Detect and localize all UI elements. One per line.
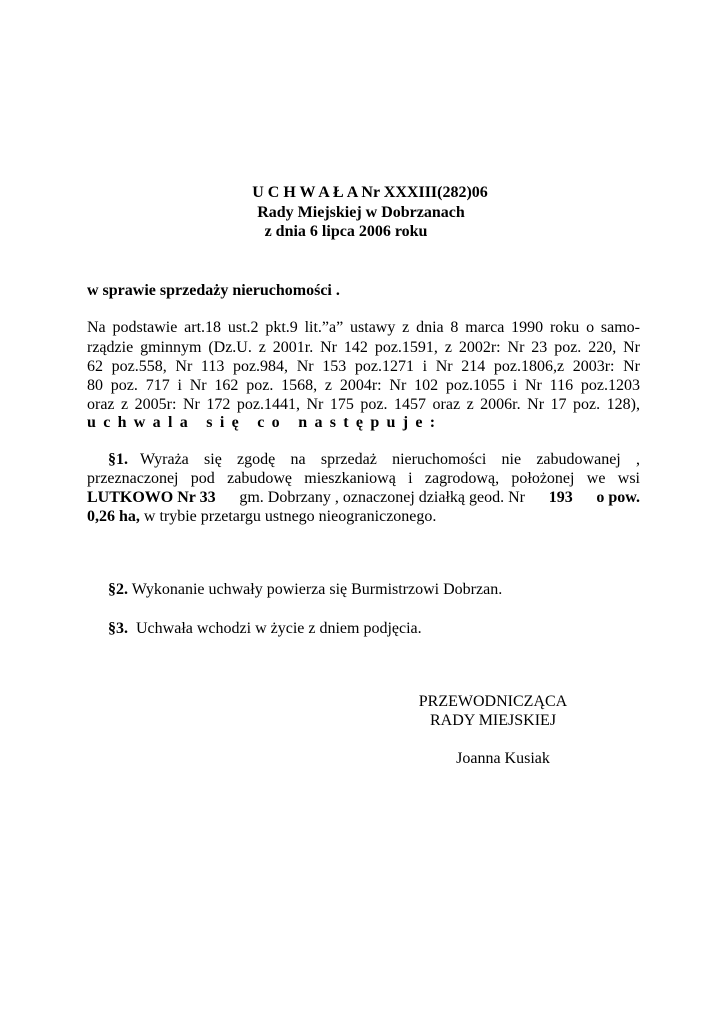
section2 xyxy=(108,580,502,599)
area-label: o pow. xyxy=(596,489,640,506)
section1-line-3 xyxy=(87,488,640,507)
section1-line-1 xyxy=(108,450,640,469)
resolution-date: z dnia 6 lipca 2006 roku xyxy=(264,223,428,240)
preamble-line-3: 62 poz.558, Nr 113 poz.984, Nr 153 poz.1271 i Nr 214 poz.1806,z 2003r: Nr xyxy=(87,358,640,375)
plot-number: 193 xyxy=(548,489,573,506)
council-name: Rady Miejskiej w Dobrzanach xyxy=(257,204,465,221)
village-name: LUTKOWO Nr 33 xyxy=(87,489,216,506)
signature-role-1: PRZEWODNICZĄCA xyxy=(418,693,568,710)
area-value: 0,26 ha, xyxy=(87,508,140,525)
preamble-line-4: 80 poz. 717 i Nr 162 poz. 1568, z 2004r: Nr 102 poz.1055 i Nr 116 poz.1203 xyxy=(87,377,640,394)
section1-text-2: przeznaczonej pod zabudowę mieszkaniową i zagrodową, położonej we wsi xyxy=(87,470,640,487)
section3-text: Uchwała wchodzi w życie z dniem podjęcia. xyxy=(136,620,422,637)
section1-text-3: gm. Dobrzany , oznaczonej działką geod. Nr xyxy=(239,489,525,506)
resolution-subject: w sprawie sprzedaży nieruchomości . xyxy=(87,282,340,299)
section1-line-4 xyxy=(87,507,436,526)
section2-label: §2. xyxy=(108,581,128,598)
resolution-title: U C H W A Ł A Nr XXXIII(282)06 xyxy=(252,184,488,201)
signatory-name: Joanna Kusiak xyxy=(456,750,550,767)
signature-role-2: RADY MIEJSKIEJ xyxy=(429,712,557,729)
preamble-line-2: rządzie gminnym (Dz.U. z 2001r. Nr 142 poz.1591, z 2002r: Nr 23 poz. 220, Nr xyxy=(87,339,640,356)
section1-text-4: w trybie przetargu ustnego nieograniczonego. xyxy=(143,508,437,525)
section3-label: §3. xyxy=(108,620,128,637)
resolves-clause: uchwala się co następuje: xyxy=(87,414,443,431)
section3 xyxy=(108,619,422,638)
section1-label: §1. xyxy=(108,451,128,468)
preamble-line-5: oraz z 2005r: Nr 172 poz.1441, Nr 175 poz. 1457 oraz z 2006r. Nr 17 poz. 128), xyxy=(87,396,640,413)
section1-text-1: Wyraża się zgodę na sprzedaż nieruchomości nie zabudowanej , xyxy=(140,451,640,468)
section2-text: Wykonanie uchwały powierza się Burmistrzowi Dobrzan. xyxy=(131,581,503,598)
preamble-line-1: Na podstawie art.18 ust.2 pkt.9 lit.”a” ustawy z dnia 8 marca 1990 roku o samo- xyxy=(87,319,640,336)
